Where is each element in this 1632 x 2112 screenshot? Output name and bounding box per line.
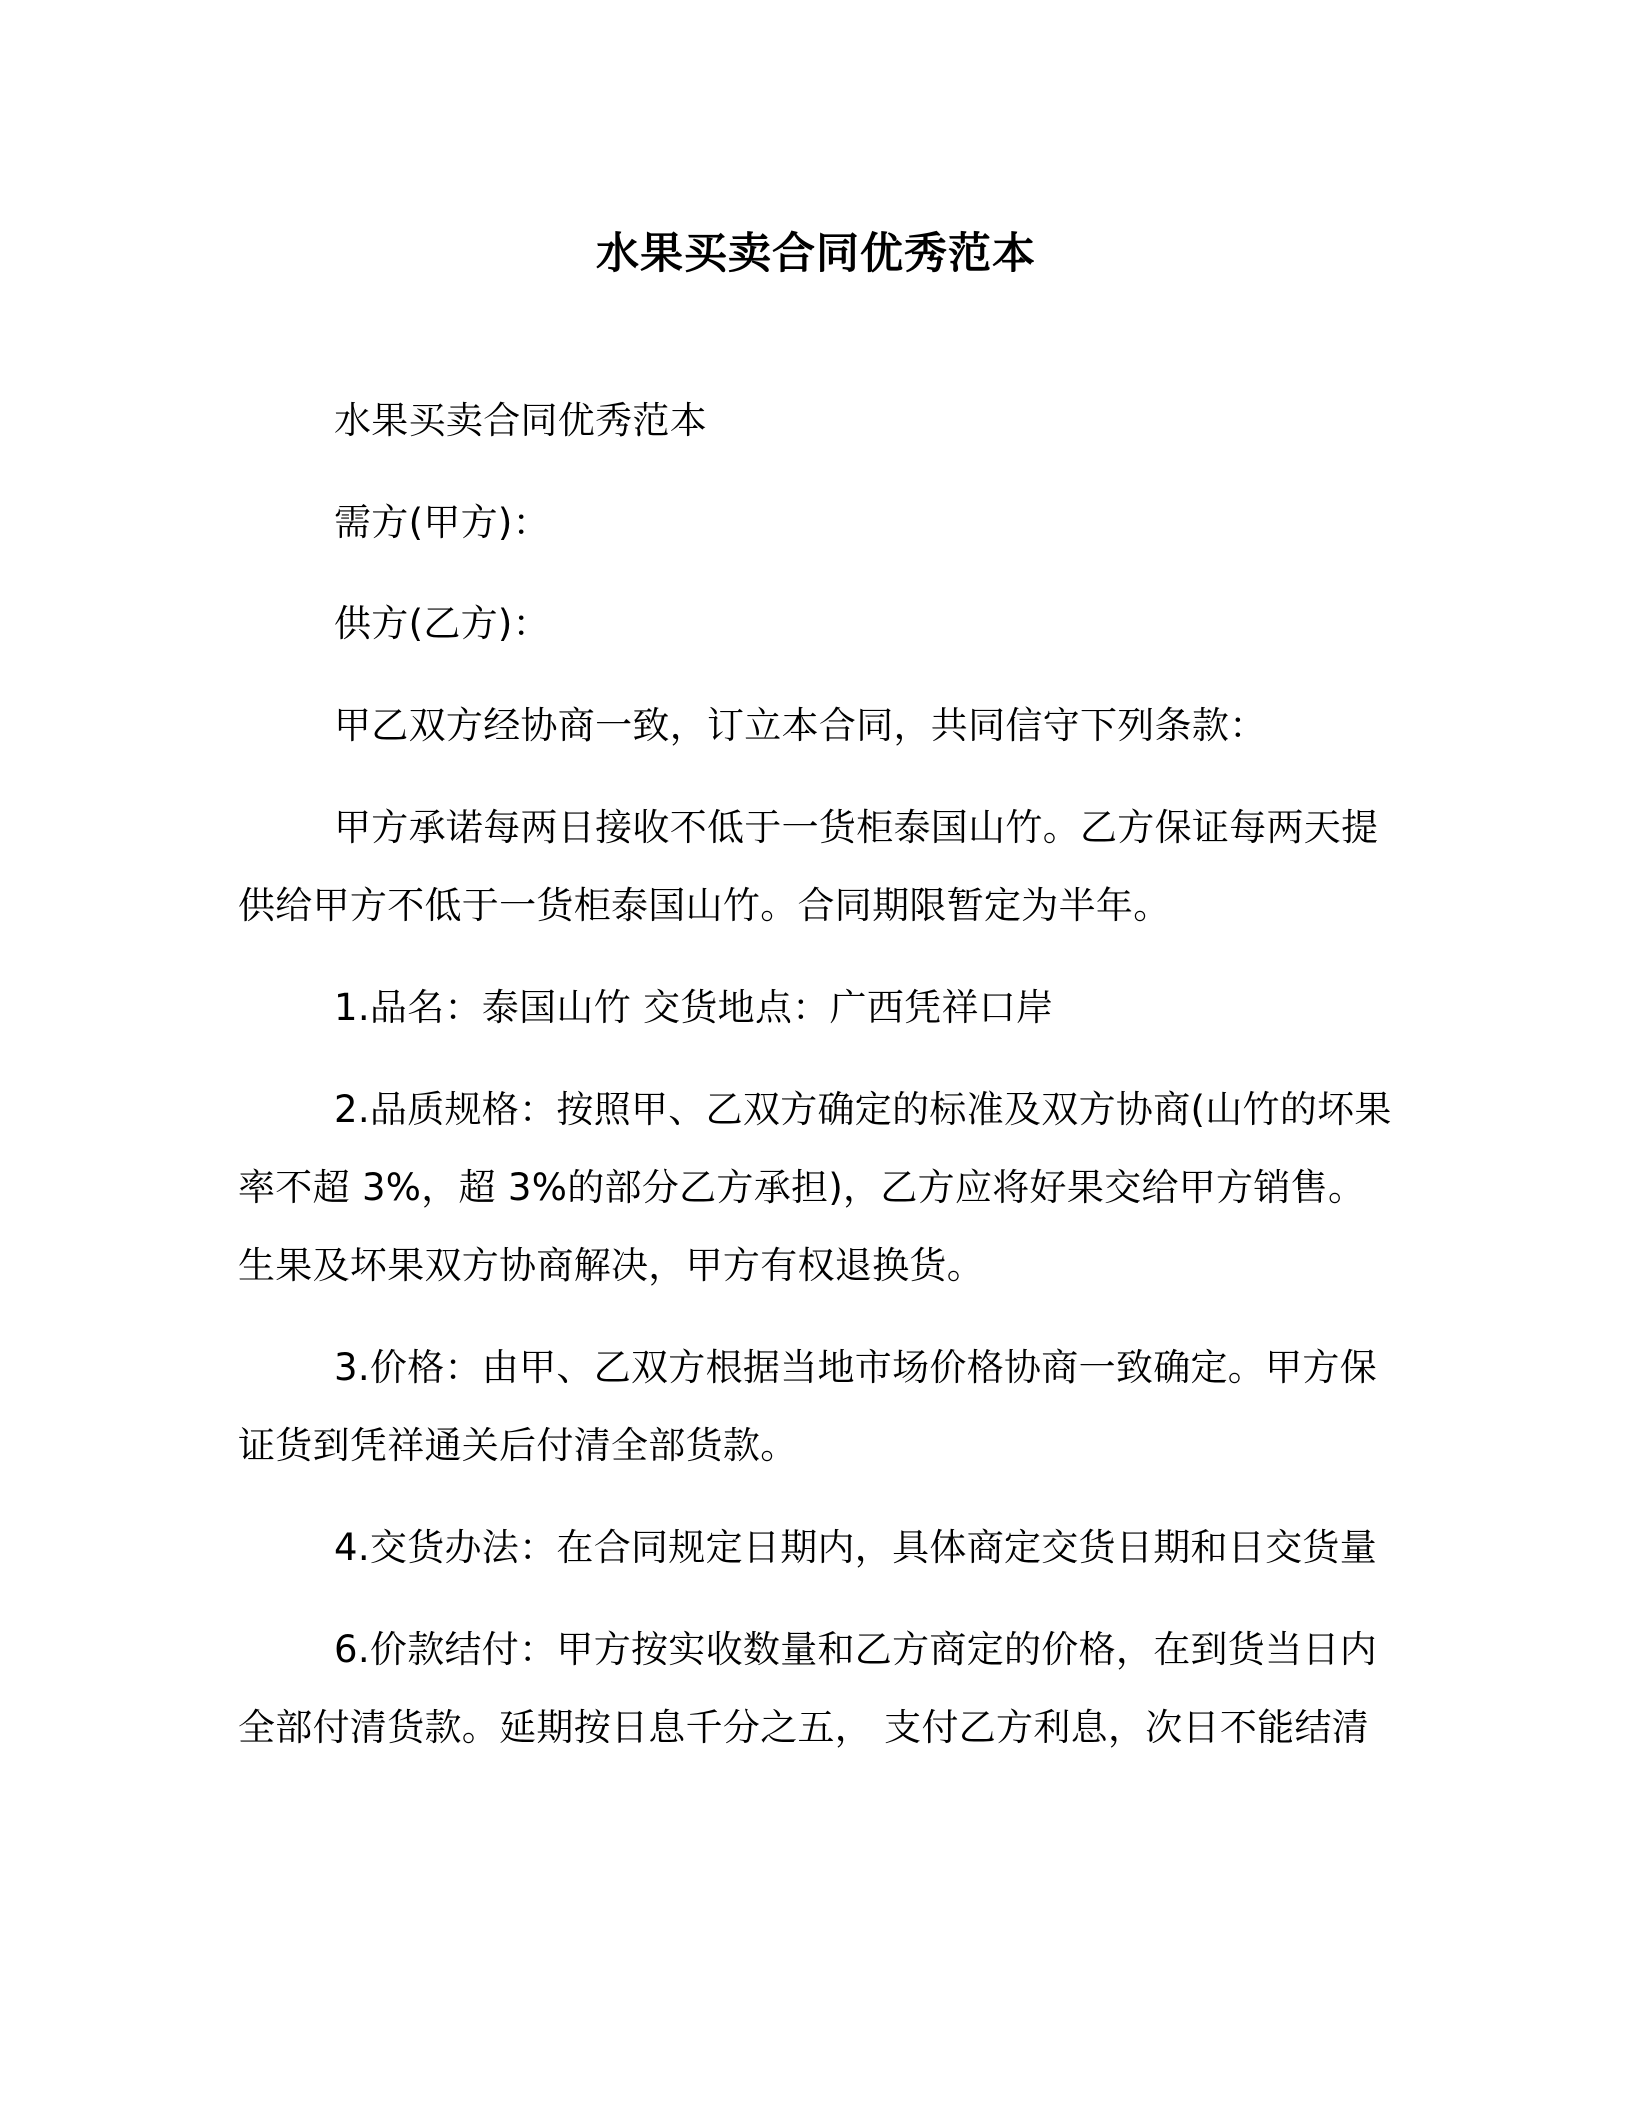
commitment-line-2: 供给甲方不低于一货柜泰国山竹。合同期限暂定为半年。: [238, 884, 1171, 927]
clause-6-line-2: 全部付清货款。延期按日息千分之五， 支付乙方利息，次日不能结清: [238, 1706, 1370, 1749]
document-title: 水果买卖合同优秀范本: [596, 229, 1036, 279]
seller-line: 供方(乙方)：: [334, 602, 550, 645]
clause-2-line-2: 率不超 3%，超 3%的部分乙方承担)，乙方应将好果交给甲方销售。: [238, 1166, 1366, 1209]
commitment-line-1: 甲方承诺每两日接收不低于一货柜泰国山竹。乙方保证每两天提: [334, 806, 1379, 849]
clause-6-line-1: 6.价款结付：甲方按实收数量和乙方商定的价格，在到货当日内: [334, 1628, 1377, 1671]
clause-2-line-3: 生果及坏果双方协商解决，甲方有权退换货。: [238, 1244, 984, 1287]
clause-3-line-1: 3.价格：由甲、乙双方根据当地市场价格协商一致确定。甲方保: [334, 1346, 1377, 1389]
clause-3-line-2: 证货到凭祥通关后付清全部货款。: [238, 1424, 798, 1467]
buyer-line: 需方(甲方)：: [334, 501, 550, 544]
clause-4-line: 4.交货办法：在合同规定日期内，具体商定交货日期和日交货量: [334, 1526, 1377, 1569]
subtitle-line: 水果买卖合同优秀范本: [334, 399, 707, 442]
clause-1-line: 1.品名：泰国山竹 交货地点：广西凭祥口岸: [334, 986, 1054, 1029]
preamble-line: 甲乙双方经协商一致，订立本合同，共同信守下列条款：: [334, 704, 1267, 747]
clause-2-line-1: 2.品质规格：按照甲、乙双方确定的标准及双方协商(山竹的坏果: [334, 1088, 1392, 1131]
